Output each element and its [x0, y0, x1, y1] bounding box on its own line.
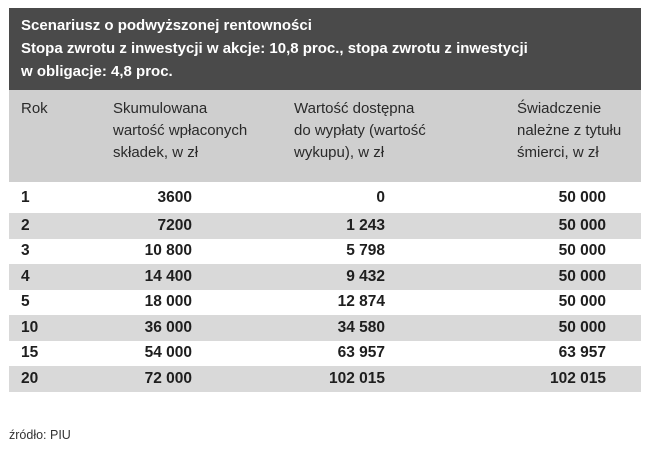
pension-scenario-table [9, 8, 641, 392]
table-title [9, 8, 641, 90]
table-row [9, 290, 641, 316]
cell-skladki: 72 000 [109, 366, 192, 392]
header-swiadczenie-line: Świadczenie [517, 100, 602, 117]
cell-swiadczenie: 50 000 [558, 242, 606, 260]
cell-wykup: 102 015 [192, 366, 385, 392]
cell-swiadczenie: 50 000 [385, 315, 606, 341]
cell-spacer [606, 213, 641, 239]
cell-spacer [606, 290, 641, 316]
cell-wykup: 5 798 [346, 242, 385, 260]
table-row [9, 182, 641, 213]
cell-rok: 15 [21, 344, 39, 362]
header-skladki-line: wartość wpłaconych [113, 122, 248, 139]
cell-rok: 2 [9, 213, 109, 239]
header-skladki [113, 98, 247, 164]
cell-spacer [606, 315, 641, 341]
header-wykup-line: do wypłaty (wartość [294, 122, 426, 139]
source-note: źródło: PIU [9, 428, 71, 442]
cell-swiadczenie: 50 000 [558, 293, 606, 311]
cell-skladki: 14 400 [109, 264, 192, 290]
cell-wykup: 63 957 [337, 344, 385, 362]
table-header [9, 90, 641, 182]
cell-skladki: 18 000 [144, 293, 192, 311]
header-wykup-line: Wartość dostępna [294, 100, 415, 117]
title-line-2: Stopa zwrotu z inwestycji w akcje: 10,8 proc., stopa zwrotu z inwestycji [21, 40, 528, 57]
cell-skladki: 36 000 [109, 315, 192, 341]
header-skladki-line: składek, w zł [113, 144, 199, 161]
table-row [9, 341, 641, 367]
cell-spacer [606, 366, 641, 392]
header-swiadczenie [517, 98, 621, 164]
cell-skladki: 10 800 [144, 242, 192, 260]
table-body [9, 182, 641, 392]
cell-spacer [606, 264, 641, 290]
cell-spacer [606, 182, 641, 213]
table-row [9, 264, 641, 290]
header-swiadczenie-line: należne z tytułu [517, 122, 622, 139]
cell-swiadczenie: 63 957 [558, 344, 606, 362]
header-rok [21, 98, 48, 120]
cell-swiadczenie: 50 000 [385, 213, 606, 239]
table-row [9, 366, 641, 392]
cell-skladki: 3600 [157, 188, 192, 206]
cell-wykup: 12 874 [337, 293, 385, 311]
header-swiadczenie-line: śmierci, w zł [517, 144, 599, 161]
cell-wykup: 9 432 [192, 264, 385, 290]
cell-rok: 4 [9, 264, 109, 290]
header-wykup [294, 98, 426, 164]
cell-wykup: 34 580 [192, 315, 385, 341]
header-rok-label: Rok [21, 100, 48, 117]
cell-rok: 10 [9, 315, 109, 341]
table-row [9, 239, 641, 265]
cell-swiadczenie: 102 015 [385, 366, 606, 392]
table-row [9, 213, 641, 239]
cell-rok: 5 [21, 293, 30, 311]
cell-rok: 20 [9, 366, 109, 392]
header-skladki-line: Skumulowana [113, 100, 208, 117]
cell-wykup: 0 [376, 188, 385, 206]
cell-skladki: 7200 [109, 213, 192, 239]
cell-swiadczenie: 50 000 [385, 264, 606, 290]
table-row [9, 315, 641, 341]
title-line-1: Scenariusz o podwyższonej rentowności [21, 17, 312, 34]
cell-rok: 1 [21, 188, 30, 206]
cell-swiadczenie: 50 000 [558, 188, 606, 206]
header-wykup-line: wykupu), w zł [294, 144, 385, 161]
cell-rok: 3 [21, 242, 30, 260]
cell-spacer [606, 239, 641, 265]
cell-wykup: 1 243 [192, 213, 385, 239]
title-line-3: w obligacje: 4,8 proc. [21, 63, 173, 80]
cell-spacer [606, 341, 641, 367]
cell-skladki: 54 000 [144, 344, 192, 362]
